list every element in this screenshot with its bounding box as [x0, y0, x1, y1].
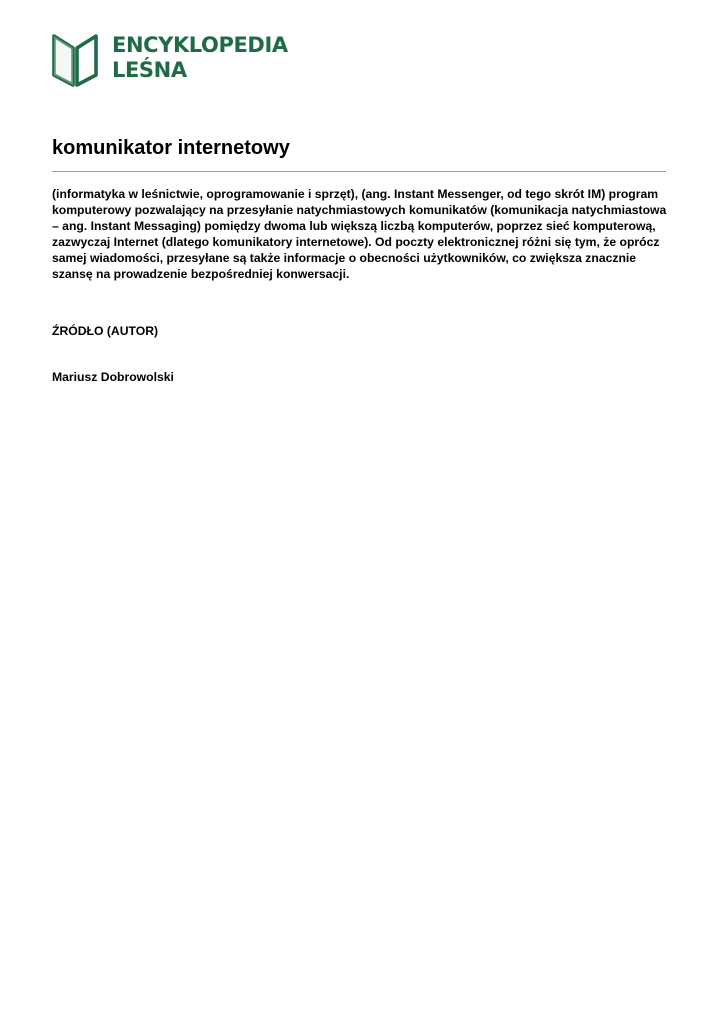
article-title: komunikator internetowy — [52, 137, 290, 159]
article-definition: (informatyka w leśnictwie, oprogramowanie i sprzęt), (ang. Instant Messenger, od tego skrót IM) program komputerowy pozwalający na przesyłanie natychmiastowych komunikatów (komunikacja natychmiastowa – ang. Instant Messaging) pomiędzy dwoma lub większą liczbą komputerów, poprzez sieć komputerową, zazwyczaj Internet (dlatego komunikatory internetowe). Od poczty elektronicznej różni się tym, że oprócz samej wiadomości, przesyłane są także informacje o obecności użytkowników, co zwiększa znacznie szansę na prowadzenie bezpośredniej konwersacji. — [52, 187, 667, 282]
title-divider — [52, 171, 666, 172]
logo-wordmark — [112, 33, 288, 83]
site-logo — [52, 32, 288, 88]
logo-line-1: ENCYKLOPEDIA — [112, 33, 288, 57]
source-heading: ŹRÓDŁO (AUTOR) — [52, 324, 159, 338]
open-book-icon — [52, 32, 98, 88]
source-author: Mariusz Dobrowolski — [52, 370, 174, 384]
logo-line-2: LEŚNA — [112, 58, 187, 82]
